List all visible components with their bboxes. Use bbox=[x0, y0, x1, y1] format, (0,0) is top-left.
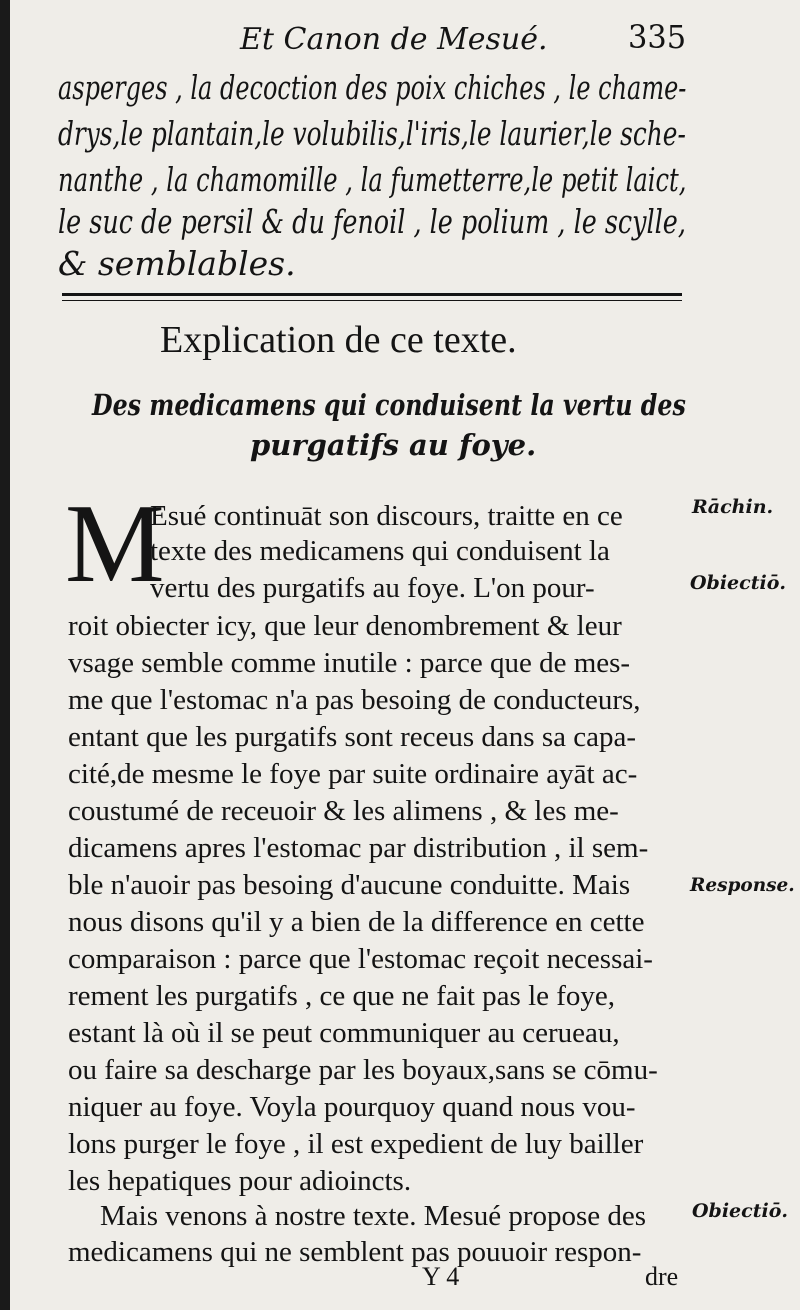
page-number: 335 bbox=[628, 18, 687, 56]
running-head: Et Canon de Mesué. bbox=[240, 22, 548, 57]
body-line: me que l'estomac n'a pas besoing de conducteurs, bbox=[68, 684, 641, 716]
body-line: niquer au foye. Voyla pourquoy quand nous vou- bbox=[68, 1091, 636, 1123]
body-line: Mais venons à nostre texte. Mesué propose des bbox=[100, 1200, 647, 1232]
margin-note: Rāchin. bbox=[692, 496, 774, 518]
body-line: coustumé de receuoir & les alimens , & les me- bbox=[68, 795, 619, 827]
body-line: texte des medicamens qui conduisent la bbox=[150, 535, 610, 567]
body-line: comparaison : parce que l'estomac reçoit necessai- bbox=[68, 943, 653, 975]
body-line: estant là où il se peut communiquer au cerueau, bbox=[68, 1017, 620, 1049]
text-line: & semblables. bbox=[58, 244, 296, 283]
body-line: ou faire sa descharge par les boyaux,sans se cōmu- bbox=[68, 1054, 658, 1086]
catchword: dre bbox=[645, 1262, 679, 1291]
section-title: Explication de ce texte. bbox=[160, 319, 517, 361]
body-line: medicamens qui ne semblent pas pouuoir respon- bbox=[68, 1236, 642, 1268]
section-rule bbox=[62, 293, 682, 296]
body-line: Esué continuāt son discours, traitte en ce bbox=[150, 500, 623, 532]
margin-note: Response. bbox=[690, 874, 795, 896]
body-line: lons purger le foye , il est expedient de luy bailler bbox=[68, 1128, 644, 1160]
margin-note: Obiectiō. bbox=[692, 1200, 788, 1222]
body-line: vsage semble comme inutile : parce que de mes- bbox=[68, 647, 631, 679]
text-line: nanthe , la chamomille , la fumetterre,le petit laict, bbox=[58, 160, 687, 199]
margin-note: Obiectiō. bbox=[690, 572, 786, 594]
body-line: rement les purgatifs , ce que ne fait pas le foye, bbox=[68, 980, 616, 1012]
text-line: le suc de persil & du fenoil , le polium , le scylle, bbox=[58, 202, 686, 241]
book-page bbox=[10, 0, 800, 1310]
section-rule-thin bbox=[62, 300, 682, 301]
signature-mark: Y 4 bbox=[422, 1262, 460, 1291]
body-line: ble n'auoir pas besoing d'aucune conduitte. Mais bbox=[68, 869, 631, 901]
body-line: cité,de mesme le foye par suite ordinaire ayāt ac- bbox=[68, 758, 638, 790]
body-line: roit obiecter icy, que leur denombrement & leur bbox=[68, 610, 622, 642]
section-subtitle: Des medicamens qui conduisent la vertu des bbox=[92, 388, 686, 422]
section-subtitle: purgatifs au foye. bbox=[250, 428, 537, 462]
body-line: les hepatiques pour adioincts. bbox=[68, 1165, 412, 1197]
text-line: drys,le plantain,le volubilis,l'iris,le laurier,le sche- bbox=[58, 114, 686, 153]
body-line: vertu des purgatifs au foye. L'on pour- bbox=[150, 572, 595, 604]
body-line: dicamens apres l'estomac par distribution , il sem- bbox=[68, 832, 649, 864]
body-line: entant que les purgatifs sont receus dans sa capa- bbox=[68, 721, 636, 753]
drop-cap: M bbox=[65, 482, 165, 606]
text-line: asperges , la decoction des poix chiches , le chame- bbox=[58, 68, 687, 107]
body-line: nous disons qu'il y a bien de la difference en cette bbox=[68, 906, 645, 938]
